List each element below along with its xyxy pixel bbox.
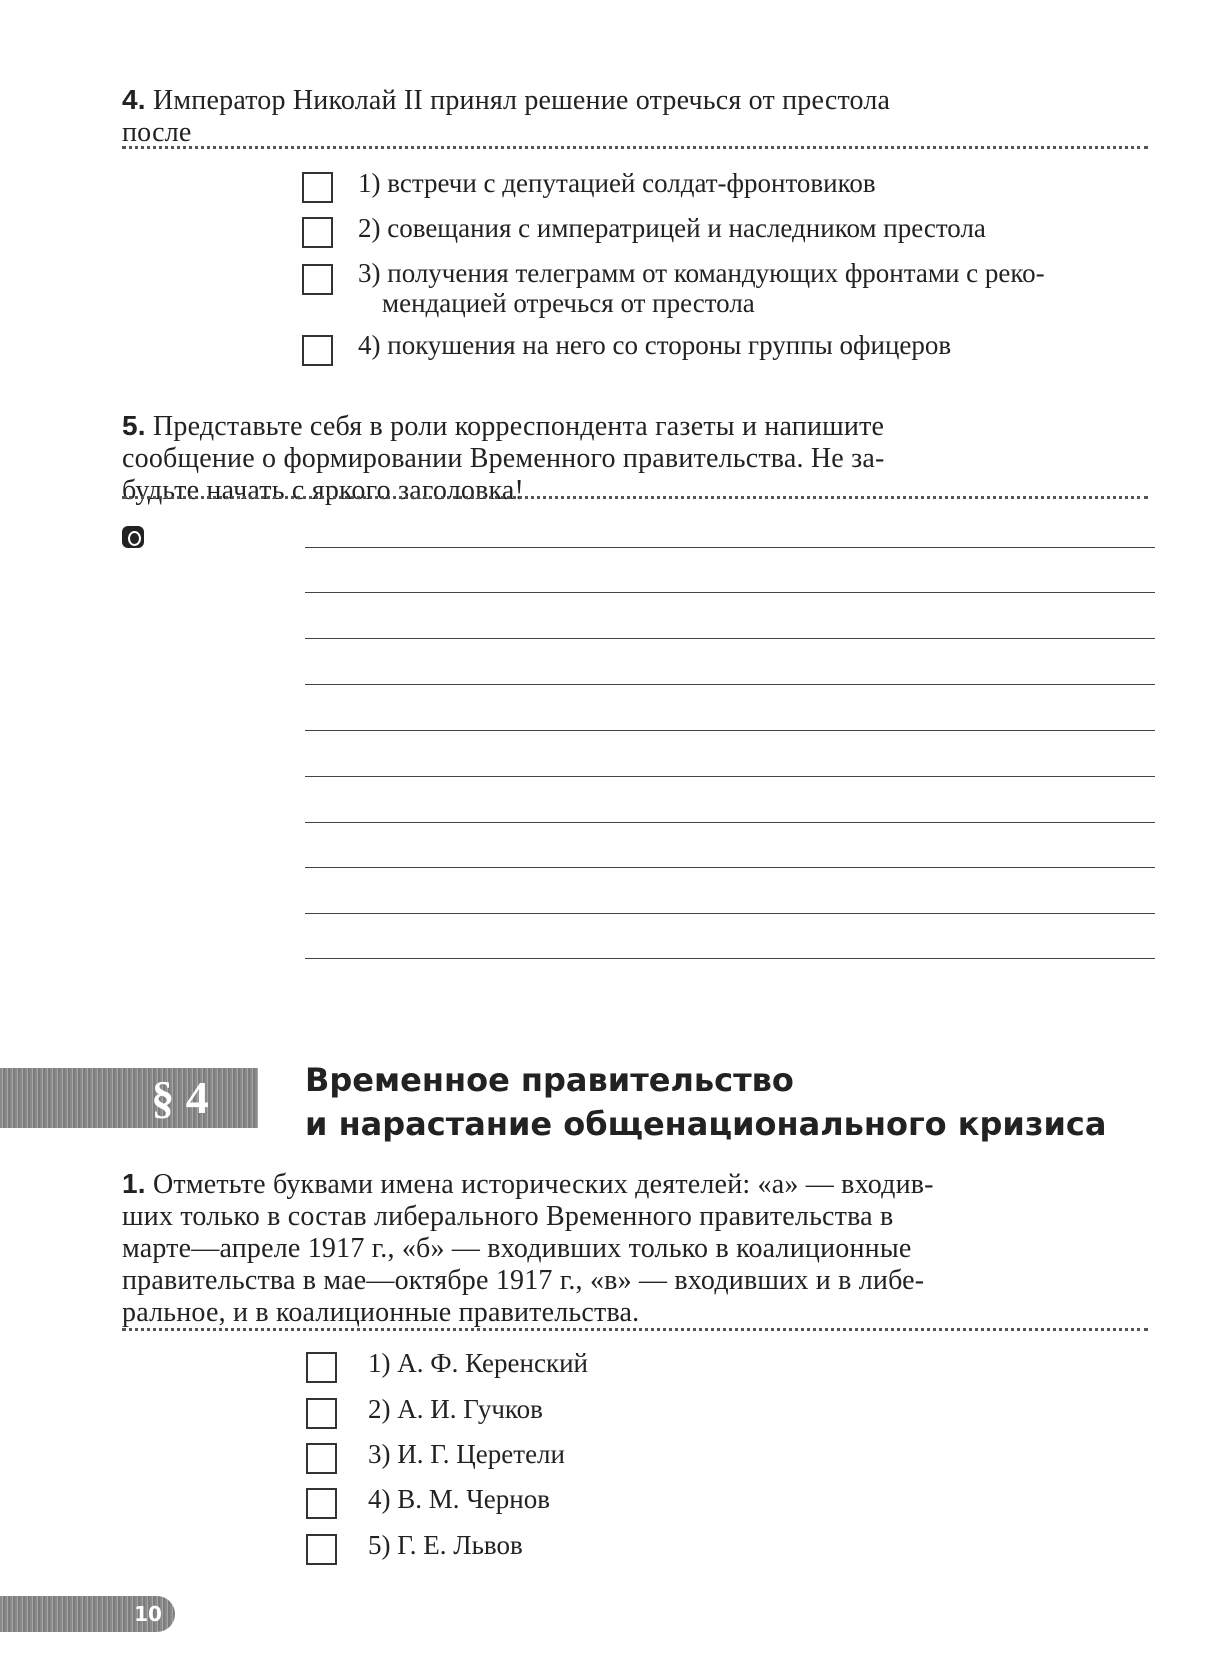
q4-option-3-line1: 3) получения телеграмм от командующих фронтами с реко- [358, 258, 1045, 288]
s4q1-text-line4: правительства в мае—октябре 1917 г., «в» — входивших и в либе- [122, 1265, 925, 1296]
q4-number: 4. [122, 84, 146, 115]
q4-option-4-checkbox[interactable] [302, 335, 333, 366]
q5-text-line1: Представьте себя в роли корреспондента газеты и напишите [152, 411, 885, 442]
s4q1-text-line1: Отметьте буквами имена исторических деятелей: «а» — входив- [152, 1169, 934, 1200]
q4-dotted-divider [122, 146, 1148, 149]
s4q1-text-line2: ших только в состав либерального Временного правительства в [122, 1201, 894, 1232]
q4-option-1-checkbox[interactable] [302, 172, 333, 203]
q4-text-line1: Император Николай II принял решение отречься от престола [152, 85, 891, 116]
q4-option-3-line2: мендацией отречься от престола [382, 288, 755, 318]
s4q1-option-3-checkbox[interactable] [306, 1443, 337, 1474]
answer-line[interactable] [305, 684, 1155, 685]
s4q1-option-1-checkbox[interactable] [306, 1352, 337, 1383]
q5-dotted-divider [122, 496, 1148, 499]
s4q1-question [122, 1168, 1122, 1329]
q4-question [122, 84, 1122, 149]
answer-line[interactable] [305, 776, 1155, 777]
q5-question [122, 410, 1122, 507]
page-number: 10 [134, 1602, 162, 1626]
s4q1-option-5: 5) Г. Е. Львов [368, 1530, 523, 1560]
answer-line[interactable] [305, 913, 1155, 914]
answer-line[interactable] [305, 592, 1155, 593]
answer-line[interactable] [305, 638, 1155, 639]
s4q1-number: 1. [122, 1168, 146, 1199]
section-title [305, 1058, 1185, 1146]
answer-line[interactable] [305, 867, 1155, 868]
answer-line[interactable] [305, 547, 1155, 548]
q4-option-3-checkbox[interactable] [302, 264, 333, 295]
s4q1-text-line5: ральное, и в коалиционные правительства. [122, 1297, 640, 1328]
q5-text-line2: сообщение о формировании Временного правительства. Не за- [122, 443, 885, 474]
s4q1-option-1: 1) А. Ф. Керенский [368, 1348, 588, 1378]
q5-text-line3: будьте начать с яркого заголовка! [122, 475, 525, 506]
s4q1-option-2-checkbox[interactable] [306, 1398, 337, 1429]
q5-number: 5. [122, 410, 146, 441]
s4q1-dotted-divider [122, 1328, 1148, 1331]
answer-line[interactable] [305, 958, 1155, 959]
q4-option-4: 4) покушения на него со стороны группы офицеров [358, 330, 952, 360]
section-title-line2: и нарастание общенационального кризиса [305, 1105, 1107, 1143]
s4q1-option-5-checkbox[interactable] [306, 1534, 337, 1565]
q4-text-line2: после [122, 117, 192, 148]
section-mark: § 4 [151, 1072, 209, 1123]
s4q1-option-2: 2) А. И. Гучков [368, 1394, 543, 1424]
s4q1-option-4-checkbox[interactable] [306, 1488, 337, 1519]
answer-line[interactable] [305, 822, 1155, 823]
s4q1-text-line3: марте—апреле 1917 г., «б» — входивших только в коалиционные [122, 1233, 912, 1264]
s4q1-option-3: 3) И. Г. Церетели [368, 1439, 565, 1469]
section-title-line1: Временное правительство [305, 1061, 794, 1099]
answer-line[interactable] [305, 730, 1155, 731]
q4-option-2-checkbox[interactable] [302, 217, 333, 248]
q4-option-1: 1) встречи с депутацией солдат-фронтовиков [358, 168, 876, 198]
pen-icon [122, 526, 144, 548]
q4-option-2: 2) совещания с императрицей и наследником престола [358, 213, 986, 243]
s4q1-option-4: 4) В. М. Чернов [368, 1484, 550, 1514]
